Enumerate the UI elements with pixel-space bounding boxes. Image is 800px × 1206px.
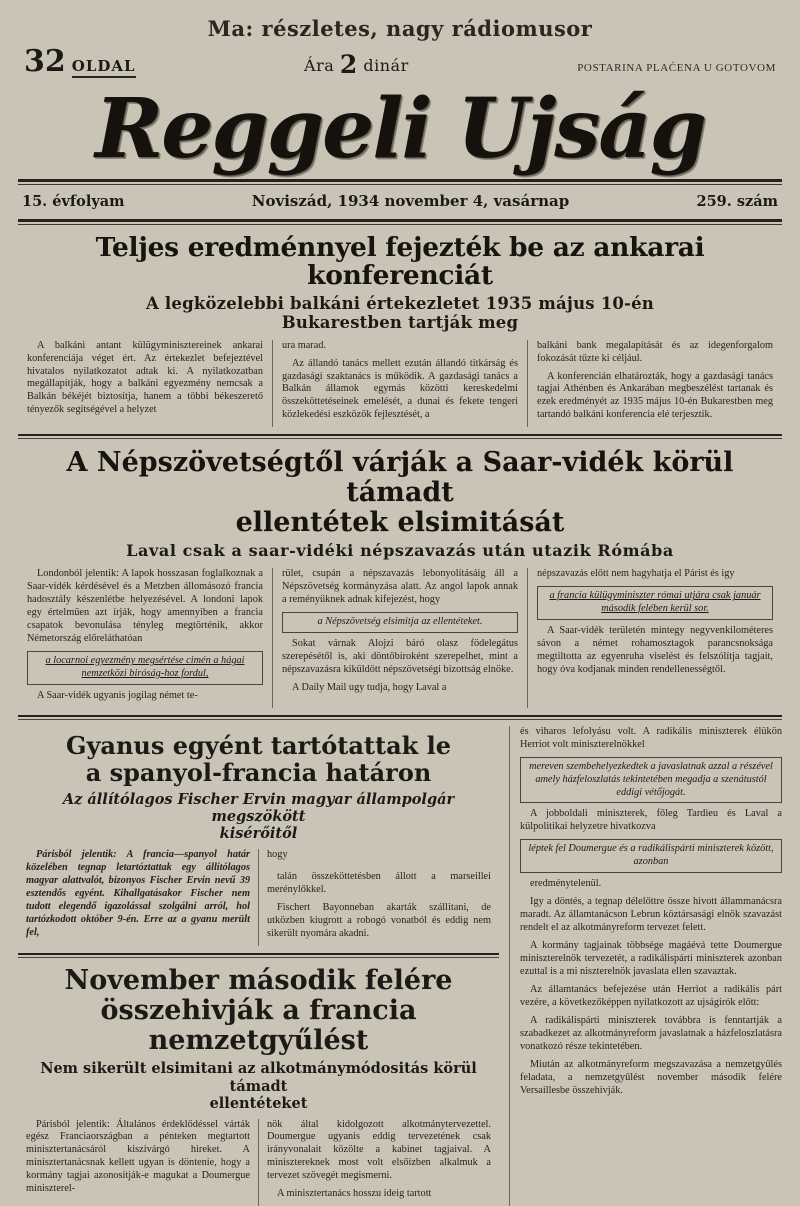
article-spanish-border-subhead-line2: kisérőitől: [219, 825, 298, 843]
paragraph: A Saar-vidék ugyanis jogilag német te-: [37, 689, 198, 701]
article-ankara-col-1: [18, 340, 272, 428]
paragraph: Sokat várnak Alojzi báró olasz födelegátus szerepésétől is, aki döntőbíroként szerepelhet, mint a népszavazásra kiküldött népszövetségi bizottság elnöke.: [282, 638, 518, 676]
page-count-block: [24, 44, 136, 79]
pullquote-box: mereven szembehelyezkedtek a javaslatnak azzal a részével amely házfeloszlatás tekintetében megadja a szenátustól eddigi vétőjogát.: [520, 757, 782, 804]
article-ankara-headline: Teljes eredménnyel fejezték be az ankarai konferenciát: [95, 232, 705, 291]
paragraph: és viharos lefolyásu volt. A radikális miniszterek élükön Herriot volt miniszterelnökkel: [520, 725, 782, 750]
price-currency: dinár: [363, 56, 409, 75]
volume-label: 15. évfolyam: [22, 193, 125, 210]
article-french-assembly-col-2: [258, 1119, 499, 1206]
price-number: 2: [339, 50, 358, 79]
pullquote-box: a Népszövetség elsimitja az ellentéteket.: [282, 612, 518, 633]
article-french-assembly-subhead: [18, 1060, 499, 1112]
article-spanish-border-columns: [18, 849, 499, 946]
page-count-number: 32: [24, 44, 66, 79]
article-ankara-subhead: [18, 295, 782, 333]
paragraph: A konferencián elhatározták, hogy a gazdasági tanács tagjai Athénben és Ankarában megbeszélést tartanak és ezek eredményét az 1935 május 10-én Bukarestben meg tartandó balkáni konferencia elé terjesztik.: [537, 370, 773, 421]
paragraph: A radikálispárti miniszterek továbbra is fenntartják a szabadkezet az alkotmányreform javaslatnak a házfeloszlatásra vonatkozó része tekintetében.: [520, 1014, 782, 1052]
article-ankara-subhead-line1: A legközelebbi balkáni értekezletet 1935 május 10-én: [145, 293, 655, 313]
article-saar-subhead: Laval csak a saar-vidéki népszavazás után utazik Rómába: [126, 541, 674, 561]
article-french-assembly-subhead-line1: Nem sikerült elsimitani az alkotmánymódositás körül támadt: [40, 1060, 477, 1095]
article-saar-col-3: [527, 568, 782, 708]
article-french-assembly-headline-line2: összehivják a francia nemzetgyűlést: [100, 994, 417, 1057]
article-french-assembly-col-1: [18, 1119, 258, 1206]
pullquote-box: léptek fel Doumergue és a radikálispárti miniszterek között, azonban: [520, 839, 782, 873]
article-spanish-border-subhead-line1: Az állítólagos Fischer Ervin magyar állampolgár megszökött: [62, 790, 455, 826]
paragraph: rület, csupán a népszavazás lebonyolításáig áll a Népszövetség kormányzása alatt. Az angol lapok annak a reményüknek adnak kifejezést, hogy: [282, 568, 518, 606]
issue-info-line: [18, 185, 782, 217]
section-separator-2: [18, 715, 782, 717]
article-spanish-border-col-2: [258, 849, 499, 946]
section-separator-3-thin: [18, 957, 499, 958]
article-french-assembly: [18, 966, 499, 1206]
article-ankara-subhead-line2: Bukarestben tartják meg: [281, 312, 519, 332]
article-ankara: [18, 234, 782, 427]
paragraph: Igy a döntés, a tegnap délelőttre össze hivott állammanácsra maradt. Az államtanácson Lebrun köztársasági elnök szavazást rendelt el az alkotmányreform tervezet felett.: [520, 896, 782, 934]
paragraph: talán összeköttetésben állott a marseillei merénylőkkel.: [267, 870, 491, 895]
paragraph: A minisztertanács hosszu ideig tartott: [277, 1188, 432, 1200]
paragraph: Párisból jelentik: Általános érdeklődéssel várták egész Franciaországban a pénteken megtartott minisztertanácsáról kiszivárgó hireket. A minisztertanácsnak kellett ugyan is döntenie, hogy a kormány tagjai azonosítják-e magukat a Doumergue miniszterel-: [26, 1118, 250, 1195]
paragraph: eredménytelenül.: [530, 878, 602, 890]
article-saar-headline: [18, 448, 782, 537]
article-french-assembly-subhead-line2: ellentéteket: [209, 1095, 308, 1113]
top-banner-row: [18, 0, 782, 41]
article-spanish-border-col-1: [18, 849, 258, 946]
masthead-rule-thick: [18, 179, 782, 182]
masthead-meta-row: [18, 44, 782, 79]
issue-rule-thin: [18, 224, 782, 225]
price-block: [304, 50, 409, 79]
issue-rule-thick: [18, 219, 782, 222]
postage-notice: POSTARINA PLAĆENA U GOTOVOM: [577, 62, 776, 74]
paragraph: Az állandó tanács mellett ezután állandó titkárság és gazdasági szaktanács is működik. A gazdasági tanács a Balkán államok egymás közötti kereskedelmi összeköttetéseinek emelését, a dunai és fekete tengeri közlekedési eszközök fejlesztését, a: [282, 357, 518, 421]
paragraph: nök által kidolgozott alkotmánytervezettel. Doumergue ugyanis eddig tervezetének csak irányvonalait közölte a kabinet tagjaival. A minisztereknek most volt elsőizben alkalmuk a tervezet szövegét megismerni.: [267, 1118, 491, 1182]
pullquote-box: a locarnoi egyezmény megsértése cimén a hágai nemzetközi biróság-hoz fordul,: [27, 651, 263, 685]
paragraph: Párisból jelentik: A francia—spanyol határ közelében tegnap letartóztattak egy állítólagos magyar alattvalót, bizonyos Fischer Ervin nevű 39 esztendős egyént. Kihallgatásakor Fischer nem tudott elegendő igazolással szolgálni arról, hol tartózkodott október 9-én. Erre az a gyanu merült fel,: [26, 848, 250, 938]
paragraph: Londonból jelentik: A lapok hosszasan foglalkoznak a Saar-vidék kérdésével és a Metzben állomásozó francia hadosztály készenlétbe helyezésével. A londoni lapok egy értelműen azt írják, hogy amennyiben a francia csapatok bevonulása tényleg megtörténik, akkor Németország előreláthatóan: [27, 568, 263, 645]
article-saar-headline-line1: A Népszövetségtől várják a Saar-vidék körül támadt: [66, 447, 734, 509]
radio-program-banner: Ma: részletes, nagy rádiomusor: [207, 16, 593, 41]
lower-left-block: [18, 726, 510, 1206]
paragraph: hogy: [267, 848, 288, 860]
paragraph: A Saar-vidék területén mintegy negyvenkilométeres sávon a német rohamosztagok parancsnoksága megtiltotta az egyenruha viselést és felszólítja tagjait, hogy óva kodjanak minden rendellenességtől.: [537, 625, 773, 676]
article-ankara-columns: [18, 340, 782, 428]
article-spanish-border: [18, 732, 499, 946]
article-spanish-border-headline-line2: a spanyol-francia határon: [85, 758, 432, 788]
issue-number-label: 259. szám: [696, 193, 778, 210]
paragraph: A kormány tagjainak többsége magáévá tette Doumergue miniszterelnök tervezetét, a radikálispárti miniszterek azonban ezuttal is a mi niszterelnök javaslata ellen szavaztak.: [520, 939, 782, 977]
article-french-assembly-headline-line1: November második felére: [64, 964, 453, 996]
article-spanish-border-headline: [18, 732, 499, 787]
masthead-title-block: [18, 81, 782, 177]
paragraph: ura marad.: [282, 339, 327, 351]
place-date-label: Noviszád, 1934 november 4, vasárnap: [251, 192, 570, 210]
article-ankara-col-2: [272, 340, 527, 428]
lower-right-column: [510, 726, 782, 1206]
section-separator-3: [18, 953, 499, 955]
paragraph: Fischert Bayonneban akarták szállitani, de utközben kiugrott a robogó vonatból és eddig nem sikerült nyomára akadni.: [267, 901, 491, 939]
price-prefix: Ára: [304, 56, 335, 75]
pullquote-box: a francia külügyminiszter római utjára csak január második felében kerül sor.: [537, 586, 773, 620]
article-french-assembly-headline: [18, 966, 499, 1057]
newspaper-title: Reggeli Ujság: [95, 81, 705, 177]
article-spanish-border-headline-line1: Gyanus egyént tartótattak le: [65, 730, 452, 760]
article-saar: [18, 448, 782, 708]
paragraph: A Daily Mail ugy tudja, hogy Laval a: [292, 682, 447, 694]
article-saar-headline-line2: ellentétek elsimitását: [235, 506, 565, 538]
section-separator-1: [18, 434, 782, 436]
page-count-label: OLDAL: [72, 57, 136, 78]
paragraph: Miután az alkotmányreform megszavazása a nemzetgyűlés feladata, a nemzetgyűlést november második felére Versaillesbe összehivják.: [520, 1058, 782, 1096]
article-french-assembly-columns: [18, 1119, 499, 1206]
article-saar-columns: [18, 568, 782, 708]
article-saar-col-2: [272, 568, 527, 708]
article-spanish-border-subhead: [18, 791, 499, 843]
lower-section: [18, 726, 782, 1206]
paragraph: népszavazás előtt nem hagyhatja el Párist és igy: [537, 568, 735, 580]
article-ankara-col-3: [527, 340, 782, 428]
section-separator-1-thin: [18, 438, 782, 439]
paragraph: Az államtanács befejezése után Herriot a radikális párt vezére, a következőképpen nyilatkozott az ujságirók előtt:: [520, 983, 782, 1008]
paragraph: balkáni bank megalapítását és az idegenforgalom fokozását tűzte ki céljául.: [537, 339, 773, 364]
paragraph: A balkáni antant külügyminisztereinek ankarai konferenciája véget ért. Az értekezlet befejeztével hivatalos nyilatkozatot adtak ki. A nyilatkozatban megállapítják, hogy a balkáni egyezmény nemcsak a Balkán békéjét biztosítja, hanem a többi békeszerető tényezők segítségével a helyzet: [27, 339, 263, 416]
paragraph: A jobboldali miniszterek, főleg Tardieu és Laval a külpolitikai helyzetre hivatkozva: [520, 808, 782, 833]
article-saar-col-1: [18, 568, 272, 708]
section-separator-2-thin: [18, 719, 782, 720]
